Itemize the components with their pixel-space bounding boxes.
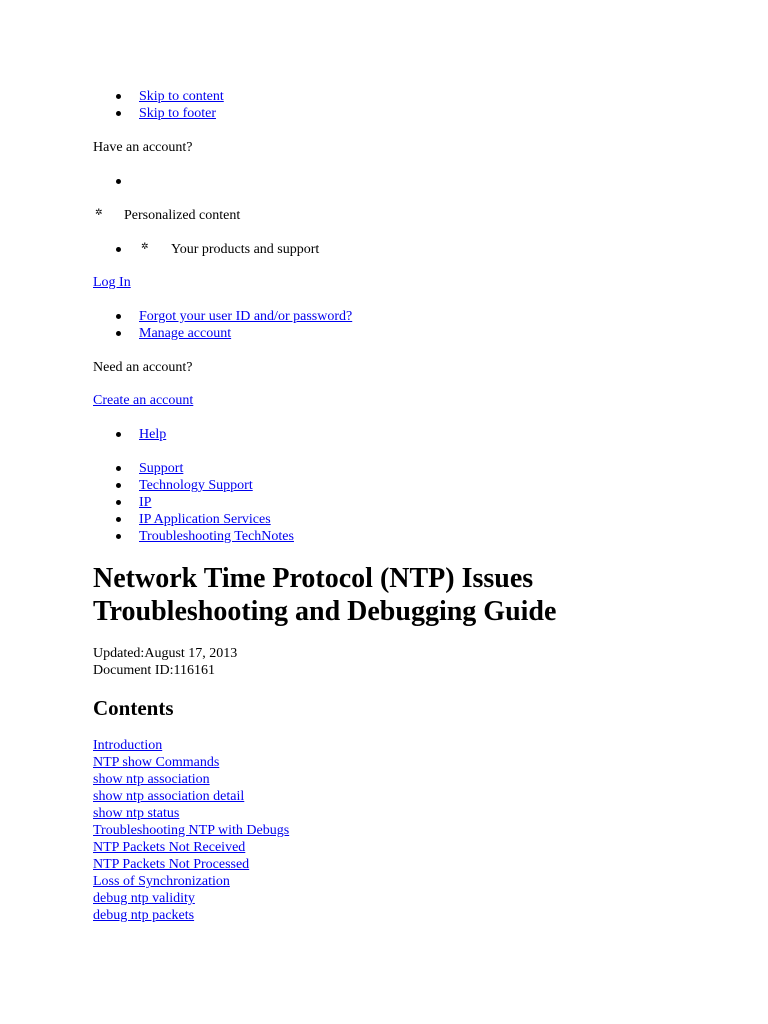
toc-show-ntp-association-detail-link[interactable]: show ntp association detail <box>93 789 245 804</box>
products-support-list <box>93 241 493 258</box>
skip-to-footer-link[interactable]: Skip to footer <box>139 106 216 121</box>
list-item <box>93 105 224 122</box>
list-item <box>93 477 493 494</box>
list-item <box>93 426 166 443</box>
list-item <box>93 511 493 528</box>
breadcrumb-support-link[interactable]: Support <box>139 461 184 476</box>
breadcrumb-technology-support-link[interactable]: Technology Support <box>139 478 253 493</box>
small-star-icon: ✲ <box>95 207 103 217</box>
updated-value: August 17, 2013 <box>144 646 238 661</box>
breadcrumb-ip-link[interactable]: IP <box>139 495 152 510</box>
contents-heading-block <box>93 696 174 720</box>
table-of-contents <box>93 737 493 924</box>
list-item <box>93 325 493 342</box>
toc-introduction-link[interactable]: Introduction <box>93 738 163 753</box>
login-link[interactable]: Log In <box>93 275 131 290</box>
page-title: Network Time Protocol (NTP) Issues Troubleshooting and Debugging Guide <box>93 563 557 627</box>
docid-value: 116161 <box>173 663 215 678</box>
contents-heading: Contents <box>93 696 174 720</box>
skip-to-content-link[interactable]: Skip to content <box>139 89 224 104</box>
personalized-content-label: Personalized content <box>124 208 241 223</box>
small-star-icon: ✲ <box>141 241 149 251</box>
toc-debug-ntp-validity-link[interactable]: debug ntp validity <box>93 891 195 906</box>
breadcrumb-ip-application-services-link[interactable]: IP Application Services <box>139 512 271 527</box>
create-account-row <box>93 392 193 409</box>
toc-ntp-show-commands-link[interactable]: NTP show Commands <box>93 755 220 770</box>
list-item <box>93 241 493 258</box>
empty-list <box>93 173 139 190</box>
personalized-content-row <box>93 207 493 224</box>
list-item <box>93 173 139 190</box>
need-account-text: Need an account? <box>93 360 193 375</box>
toc-ntp-packets-not-received-link[interactable]: NTP Packets Not Received <box>93 840 246 855</box>
list-item <box>93 494 493 511</box>
toc-show-ntp-association-link[interactable]: show ntp association <box>93 772 210 787</box>
list-item <box>93 88 224 105</box>
toc-troubleshooting-ntp-debugs-link[interactable]: Troubleshooting NTP with Debugs <box>93 823 290 838</box>
toc-show-ntp-status-link[interactable]: show ntp status <box>93 806 180 821</box>
list-item <box>93 528 493 545</box>
products-support-label: Your products and support <box>171 242 320 257</box>
breadcrumb-troubleshooting-technotes-link[interactable]: Troubleshooting TechNotes <box>139 529 294 544</box>
create-account-link[interactable]: Create an account <box>93 393 194 408</box>
help-link[interactable]: Help <box>139 427 167 442</box>
login-row <box>93 274 131 291</box>
updated-label: Updated: <box>93 646 145 661</box>
list-item <box>93 460 493 477</box>
account-links <box>93 308 493 342</box>
toc-debug-ntp-packets-link[interactable]: debug ntp packets <box>93 908 195 923</box>
docid-label: Document ID: <box>93 663 174 678</box>
toc-loss-of-synchronization-link[interactable]: Loss of Synchronization <box>93 874 230 889</box>
toc-ntp-packets-not-processed-link[interactable]: NTP Packets Not Processed <box>93 857 250 872</box>
forgot-password-link[interactable]: Forgot your user ID and/or password? <box>139 309 353 324</box>
document-title-block <box>93 562 653 628</box>
have-account-text: Have an account? <box>93 140 193 155</box>
help-list <box>93 426 166 443</box>
breadcrumb <box>93 460 493 545</box>
list-item <box>93 308 493 325</box>
manage-account-link[interactable]: Manage account <box>139 326 232 341</box>
skip-links <box>93 88 224 122</box>
document-meta <box>93 645 493 679</box>
